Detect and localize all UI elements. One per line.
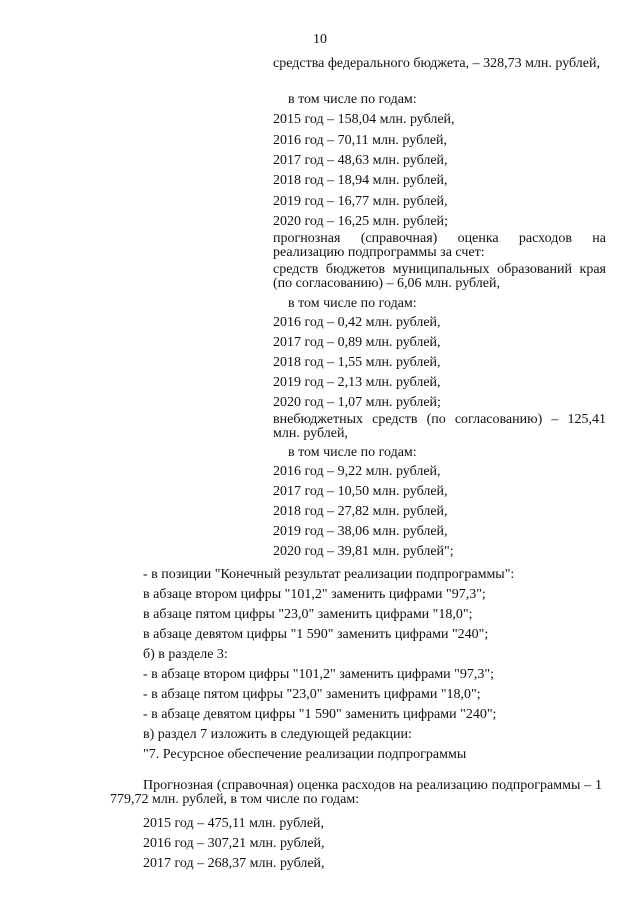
extrabudget-text: внебюджетных средств (по согласованию) – 125,41 млн. рублей,	[273, 412, 606, 441]
body-line: - в абзаце пятом цифры "23,0" заменить цифрами "18,0";	[143, 687, 481, 702]
body-year-line: 2015 год – 475,11 млн. рублей,	[143, 816, 325, 831]
forecast-text: прогнозная (справочная) оценка расходов на реализацию подпрограммы за счет:	[273, 231, 606, 260]
body-year-line: 2016 год – 307,21 млн. рублей,	[143, 836, 325, 851]
extrabudget-year-line: 2016 год – 9,22 млн. рублей,	[273, 464, 441, 479]
municipal-year-line: 2020 год – 1,07 млн. рублей;	[273, 395, 441, 410]
page-number: 10	[313, 32, 327, 47]
body-line: в абзаце девятом цифры "1 590" заменить цифрами "240";	[143, 627, 489, 642]
federal-budget-text: средства федерального бюджета, – 328,73 млн. рублей,	[273, 56, 601, 71]
body-line: б) в разделе 3:	[143, 647, 228, 662]
body-line: - в абзаце девятом цифры "1 590" заменить цифрами "240";	[143, 707, 497, 722]
federal-year-line: 2019 год – 16,77 млн. рублей,	[273, 194, 448, 209]
municipal-year-line: 2019 год – 2,13 млн. рублей,	[273, 375, 441, 390]
body-line: в абзаце пятом цифры "23,0" заменить цифрами "18,0";	[143, 607, 473, 622]
extrabudget-year-line: 2019 год – 38,06 млн. рублей,	[273, 524, 448, 539]
years-label: в том числе по годам:	[288, 92, 417, 107]
extrabudget-year-line: 2018 год – 27,82 млн. рублей,	[273, 504, 448, 519]
body-line: - в абзаце втором цифры "101,2" заменить цифрами "97,3";	[143, 667, 494, 682]
body-line: - в позиции "Конечный результат реализации подпрограммы":	[143, 567, 515, 582]
extrabudget-year-line: 2020 год – 39,81 млн. рублей";	[273, 544, 454, 559]
section-heading: "7. Ресурсное обеспечение реализации подпрограммы	[143, 747, 467, 762]
federal-year-line: 2016 год – 70,11 млн. рублей,	[273, 133, 448, 148]
extrabudget-year-line: 2017 год – 10,50 млн. рублей,	[273, 484, 448, 499]
federal-year-line: 2020 год – 16,25 млн. рублей;	[273, 214, 448, 229]
forecast-paragraph: Прогнозная (справочная) оценка расходов на реализацию подпрограммы – 1 779,72 млн. рублей, в том числе по годам:	[110, 778, 602, 807]
body-line: в) раздел 7 изложить в следующей редакции:	[143, 727, 412, 742]
body-year-line: 2017 год – 268,37 млн. рублей,	[143, 856, 325, 871]
years-label: в том числе по годам:	[288, 445, 417, 460]
federal-year-line: 2017 год – 48,63 млн. рублей,	[273, 153, 448, 168]
federal-year-line: 2018 год – 18,94 млн. рублей,	[273, 173, 448, 188]
years-label: в том числе по годам:	[288, 296, 417, 311]
municipal-year-line: 2017 год – 0,89 млн. рублей,	[273, 335, 441, 350]
body-line: в абзаце втором цифры "101,2" заменить цифрами "97,3";	[143, 587, 486, 602]
federal-year-line: 2015 год – 158,04 млн. рублей,	[273, 112, 455, 127]
municipal-year-line: 2016 год – 0,42 млн. рублей,	[273, 315, 441, 330]
municipal-budget-text: средств бюджетов муниципальных образований края (по согласованию) – 6,06 млн. рублей,	[273, 262, 606, 291]
municipal-year-line: 2018 год – 1,55 млн. рублей,	[273, 355, 441, 370]
